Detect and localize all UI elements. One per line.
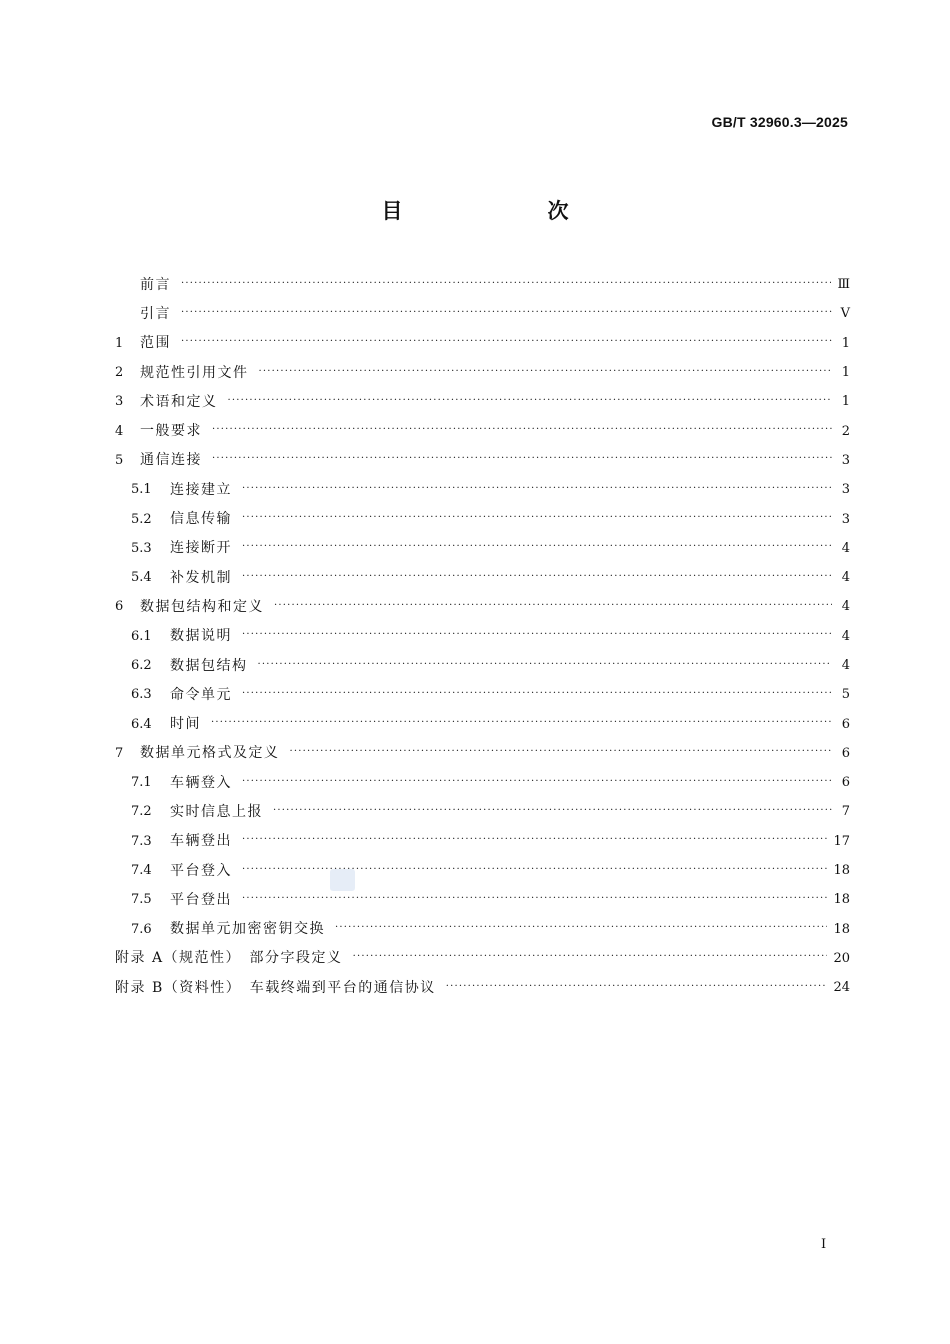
toc-entry-number: 6.4 (131, 716, 152, 732)
toc-entry-page: 20 (833, 950, 850, 966)
toc-entry-label: 数据单元加密密钥交换 (170, 921, 325, 938)
toc-entry-label: 一般要求 (140, 423, 202, 440)
toc-entry-page: 4 (841, 628, 850, 644)
toc-entry-page: 4 (841, 658, 850, 673)
toc-entry[interactable] (115, 387, 850, 416)
toc-entry-page: 18 (833, 863, 850, 879)
toc-entry-number: 5.1 (131, 482, 152, 498)
toc-entry-page: 6 (841, 716, 850, 732)
toc-entry[interactable] (115, 768, 850, 797)
toc-leader-dots (242, 513, 832, 523)
toc-entry-page: 7 (841, 804, 850, 820)
toc-entry-label: 平台登入 (170, 862, 232, 879)
toc-entry[interactable] (115, 856, 850, 885)
toc-entry-label: 引言 (140, 305, 171, 322)
toc-entry[interactable] (115, 592, 850, 621)
table-of-contents (115, 270, 850, 1002)
toc-entry[interactable] (115, 973, 850, 1002)
toc-entry-label: 时间 (170, 716, 201, 733)
toc-entry-number: 6 (115, 599, 124, 615)
toc-entry[interactable] (115, 885, 850, 914)
toc-entry[interactable] (115, 563, 850, 592)
toc-entry[interactable] (115, 944, 850, 973)
toc-entry-label: 术语和定义 (140, 393, 218, 410)
toc-leader-dots (181, 308, 832, 318)
toc-leader-dots (212, 454, 832, 464)
toc-entry-number: 7.1 (131, 775, 152, 791)
footer-page-number: I (821, 1237, 827, 1252)
toc-entry-page: 1 (841, 394, 850, 410)
toc-entry-number: 4 (115, 423, 124, 439)
toc-entry-number: 5.4 (131, 570, 152, 586)
toc-entry-number: 7.2 (131, 804, 152, 820)
toc-entry-label: 命令单元 (170, 686, 232, 703)
toc-entry-page: 24 (833, 980, 850, 996)
toc-entry[interactable] (115, 709, 850, 738)
toc-leader-dots (353, 952, 828, 962)
standard-code: GB/T 32960.3—2025 (711, 114, 848, 130)
toc-entry-label: 范围 (140, 335, 171, 352)
toc-entry[interactable] (115, 329, 850, 358)
toc-entry-page: 6 (841, 775, 850, 791)
toc-entry[interactable] (115, 622, 850, 651)
toc-entry-page: 17 (833, 833, 850, 849)
toc-leader-dots (335, 923, 827, 933)
toc-entry-label: 数据包结构 (170, 657, 248, 674)
toc-leader-dots (259, 367, 833, 377)
toc-leader-dots (242, 572, 832, 582)
toc-entry-label: 通信连接 (140, 452, 202, 469)
toc-leader-dots (446, 982, 828, 992)
toc-entry[interactable] (115, 299, 850, 328)
toc-entry-label: 平台登出 (170, 891, 232, 908)
toc-entry-number: 5.3 (131, 540, 152, 556)
toc-entry-page: 6 (841, 745, 850, 761)
toc-entry-label: 数据单元格式及定义 (140, 745, 280, 762)
watermark-logo (330, 869, 355, 891)
toc-leader-dots (242, 484, 832, 494)
toc-entry-page: Ⅲ (837, 277, 850, 293)
toc-leader-dots (212, 425, 832, 435)
toc-entry-label: 车辆登出 (170, 833, 232, 850)
toc-entry-label: 规范性引用文件 (140, 364, 249, 381)
toc-entry[interactable] (115, 475, 850, 504)
toc-entry[interactable] (115, 680, 850, 709)
toc-entry-label: 连接建立 (170, 481, 232, 498)
toc-entry-number: 1 (115, 335, 124, 351)
toc-entry[interactable] (115, 416, 850, 445)
toc-entry-number: 7.6 (131, 921, 152, 937)
toc-leader-dots (242, 542, 832, 552)
toc-entry[interactable] (115, 739, 850, 768)
toc-leader-dots (242, 777, 832, 787)
toc-entry-label: 数据说明 (170, 628, 232, 645)
toc-entry-label: 数据包结构和定义 (140, 598, 264, 615)
toc-leader-dots (211, 718, 832, 728)
toc-entry-page: 1 (841, 335, 850, 351)
toc-entry[interactable] (115, 270, 850, 299)
toc-entry-number: 2 (115, 365, 124, 381)
toc-entry[interactable] (115, 797, 850, 826)
toc-entry-label: 附录 B（资料性） 车载终端到平台的通信协议 (115, 979, 436, 996)
toc-leader-dots (290, 747, 833, 757)
toc-leader-dots (242, 689, 832, 699)
toc-entry-label: 附录 A（规范性） 部分字段定义 (115, 950, 343, 967)
toc-entry-label: 实时信息上报 (170, 803, 263, 820)
toc-entry-number: 6.1 (131, 628, 152, 644)
toc-entry-page: 18 (833, 921, 850, 937)
toc-entry[interactable] (115, 446, 850, 475)
toc-entry-number: 7.4 (131, 863, 152, 879)
toc-entry-number: 5.2 (131, 511, 152, 527)
toc-entry-label: 补发机制 (170, 569, 232, 586)
toc-entry-page: 2 (841, 423, 850, 439)
toc-entry-number: 7.5 (131, 892, 152, 908)
toc-entry-page: 1 (841, 365, 850, 381)
toc-leader-dots (181, 279, 831, 289)
toc-entry[interactable] (115, 915, 850, 944)
toc-entry-page: 4 (841, 570, 850, 586)
toc-entry-page: 3 (841, 482, 850, 498)
toc-entry-page: 5 (841, 687, 850, 703)
toc-entry-number: 5 (115, 452, 124, 468)
toc-entry-page: Ⅴ (840, 306, 850, 322)
toc-entry-page: 4 (841, 540, 850, 556)
toc-entry-label: 连接断开 (170, 540, 232, 557)
toc-entry[interactable] (115, 827, 850, 856)
toc-entry-number: 6.2 (131, 658, 152, 673)
toc-leader-dots (242, 894, 827, 904)
toc-entry-page: 3 (841, 511, 850, 527)
toc-entry-page: 3 (841, 452, 850, 468)
page-title: 目 次 (381, 199, 631, 223)
toc-entry[interactable] (115, 504, 850, 533)
toc-entry-number: 7.3 (131, 833, 152, 849)
toc-entry-number: 3 (115, 394, 124, 410)
toc-entry-label: 信息传输 (170, 511, 232, 528)
toc-entry-number: 6.3 (131, 687, 152, 703)
toc-leader-dots (273, 806, 832, 816)
toc-leader-dots (228, 396, 833, 406)
toc-entry[interactable] (115, 651, 850, 680)
toc-leader-dots (242, 835, 827, 845)
toc-entry-number: 7 (115, 745, 124, 761)
toc-entry-page: 18 (833, 892, 850, 908)
toc-leader-dots (242, 630, 832, 640)
toc-entry[interactable] (115, 534, 850, 563)
toc-leader-dots (258, 660, 833, 670)
toc-entry[interactable] (115, 358, 850, 387)
toc-entry-label: 前言 (140, 276, 171, 293)
toc-entry-page: 4 (841, 599, 850, 615)
toc-leader-dots (274, 601, 832, 611)
toc-leader-dots (181, 337, 832, 347)
toc-entry-label: 车辆登入 (170, 774, 232, 791)
